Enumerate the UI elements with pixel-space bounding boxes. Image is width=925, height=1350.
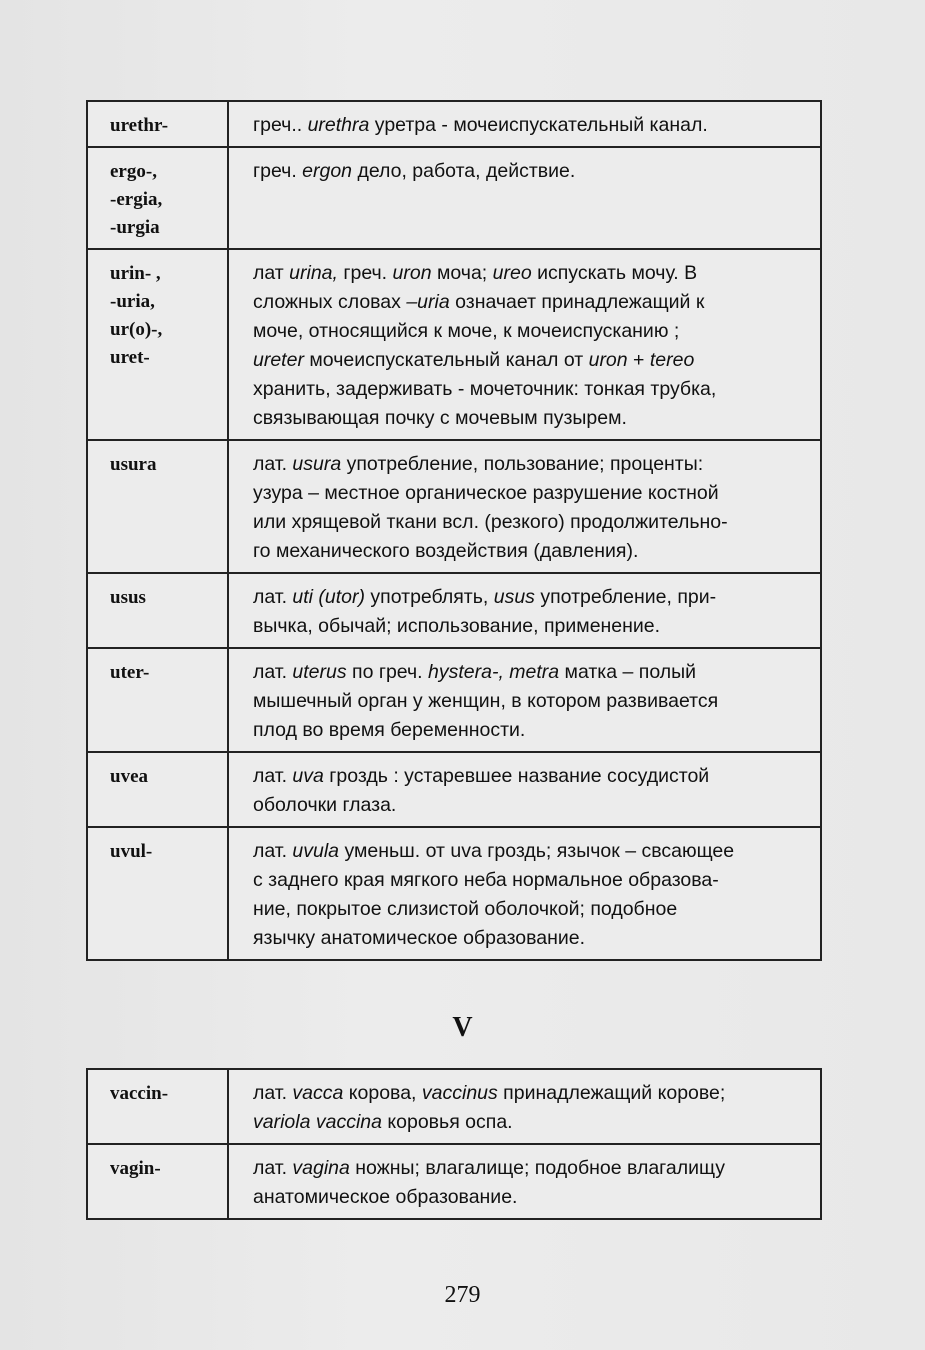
dictionary-entry-row [87,101,821,147]
definition-text: с заднего края мягкого неба нормальное образова- [253,869,719,891]
definition-text: лат. [253,661,293,683]
definition-term-italic: uron [392,262,432,284]
definition-text: употребление, при- [534,586,717,608]
definition-text: лат. [253,765,293,787]
definition-text: + [627,349,650,371]
entry-definition-line [253,837,810,866]
entry-definition-cell [228,249,821,440]
entry-term-cell [87,1144,228,1219]
definition-text: моче, относящийся к моче, к мочеиспусканию ; [253,320,680,342]
entry-term-cell [87,440,228,573]
definition-text: лат. [253,1157,293,1179]
definition-term-italic: urina, [289,262,338,284]
definition-text: по греч. [346,661,428,683]
entry-term-cell [87,648,228,752]
entry-term: uvea [110,766,148,787]
page-number: 279 [444,1282,481,1308]
entry-definition-line [253,259,810,288]
definition-term-italic: ureter [253,349,304,371]
dictionary-entry-row [87,1069,821,1144]
entry-definition-line [253,791,810,820]
entry-term: ur(o)-, [110,319,163,340]
definition-term-italic: hystera-, [428,661,504,683]
dictionary-entry-row [87,1144,821,1219]
entry-definition-line [253,375,810,404]
definition-text: гроздь : устаревшее название сосудистой [323,765,710,787]
entry-definition-line [253,762,810,791]
definition-text: язычку анатомическое образование. [253,927,586,949]
definition-text: коровья оспа. [381,1111,513,1133]
definition-text: уретра - мочеиспускательный канал. [369,114,708,136]
definition-term-italic: ureo [492,262,532,284]
definition-text: употребление, пользование; проценты: [341,453,704,475]
definition-term-italic: uron [588,349,628,371]
definition-text: моча; [431,262,493,284]
definition-text: го механического воздействия (давления). [253,540,639,562]
definition-text: означает принадлежащий к [449,291,705,313]
entry-term: usus [110,587,146,608]
entry-definition-line [253,479,810,508]
entry-term: -uria, [110,291,155,312]
entry-definition-cell [228,827,821,960]
definition-text: мышечный орган у женщин, в котором развивается [253,690,719,712]
entry-term: uvul- [110,841,153,862]
entry-definition-line [253,687,810,716]
definition-term-italic: variola vaccina [253,1111,382,1133]
definition-text: оболочки глаза. [253,794,397,816]
definition-text: связывающая почку с мочевым пузырем. [253,407,627,429]
entry-definition-line [253,716,810,745]
definition-text: греч. [253,160,303,182]
definition-text: лат [253,262,290,284]
entry-definition-line [253,1183,810,1212]
definition-text: мочеиспускательный канал от [303,349,589,371]
definition-term-italic: usura [292,453,342,475]
dictionary-entry-row [87,752,821,827]
definition-text: или хрящевой ткани всл. (резкого) продолжительно- [253,511,728,533]
definition-term-italic: urethra [307,114,370,136]
dictionary-entry-row [87,249,821,440]
entry-term: uter- [110,662,150,683]
entry-definition-cell [228,1144,821,1219]
entry-definition-line [253,111,810,140]
dictionary-table-u-body [87,101,821,960]
entry-term: vagin- [110,1158,161,1179]
definition-text: анатомическое образование. [253,1186,518,1208]
entry-term: -ergia, [110,189,163,210]
definition-term-italic: ergon [302,160,353,182]
dictionary-entry-row [87,573,821,648]
entry-term: urethr- [110,115,169,136]
definition-term-italic: vaccinus [421,1082,498,1104]
entry-term-cell [87,249,228,440]
entry-term: -urgia [110,217,160,238]
entry-definition-line [253,866,810,895]
definition-text: греч.. [253,114,308,136]
entry-definition-line [253,612,810,641]
entry-definition-line [253,1079,810,1108]
definition-term-italic: uvula [292,840,340,862]
entry-definition-cell [228,573,821,648]
definition-text: испускать мочу. В [531,262,698,284]
definition-text: употреблять, [365,586,494,608]
entry-definition-cell [228,440,821,573]
entry-definition-line [253,1154,810,1183]
entry-definition-line [253,924,810,953]
dictionary-table-v [86,1068,822,1220]
dictionary-table-u [86,100,822,961]
entry-definition-line [253,895,810,924]
definition-text: матка – полый [559,661,697,683]
definition-text: ножны; влагалище; подобное влагалищу [349,1157,725,1179]
entry-definition-line [253,583,810,612]
entry-definition-line [253,508,810,537]
definition-term-italic: uva [292,765,324,787]
dictionary-entry-row [87,827,821,960]
entry-definition-cell [228,1069,821,1144]
definition-text: ние, покрытое слизистой оболочкой; подобное [253,898,678,920]
entry-term-cell [87,147,228,249]
entry-definition-cell [228,101,821,147]
entry-definition-line [253,450,810,479]
definition-term-italic: vacca [292,1082,344,1104]
definition-text: лат. [253,840,293,862]
entry-definition-cell [228,648,821,752]
entry-definition-line [253,346,810,375]
definition-text: принадлежащий корове; [497,1082,726,1104]
definition-text: вычка, обычай; использование, применение. [253,615,661,637]
entry-definition-line [253,317,810,346]
definition-text: корова, [343,1082,422,1104]
entry-term: vaccin- [110,1083,169,1104]
entry-definition-cell [228,147,821,249]
entry-definition-line [253,1108,810,1137]
definition-text: лат. [253,586,293,608]
entry-definition-line [253,288,810,317]
definition-text: лат. [253,453,293,475]
definition-term-italic: uti (utor) [292,586,366,608]
definition-term-italic: metra [509,661,560,683]
dictionary-entry-row [87,147,821,249]
section-letter-heading: V [452,1012,473,1043]
entry-term-cell [87,752,228,827]
definition-term-italic: uterus [292,661,347,683]
definition-text: уменьш. от uva гроздь; язычок – свсающее [339,840,735,862]
entry-term-cell [87,827,228,960]
definition-term-italic: –uria [406,291,450,313]
definition-text: плод во время беременности. [253,719,526,741]
definition-text: узура – местное органическое разрушение костной [253,482,719,504]
entry-definition-line [253,537,810,566]
entry-definition-line [253,404,810,433]
definition-term-italic: vagina [292,1157,350,1179]
entry-term: uret- [110,347,150,368]
entry-term: urin- , [110,263,161,284]
entry-definition-cell [228,752,821,827]
definition-term-italic: tereo [649,349,695,371]
dictionary-entry-row [87,648,821,752]
definition-text: дело, работа, действие. [352,160,576,182]
entry-term-cell [87,101,228,147]
definition-text: хранить, задерживать - мочеточник: тонкая трубка, [253,378,717,400]
definition-text: греч. [337,262,393,284]
definition-text: сложных словах [253,291,407,313]
dictionary-entry-row [87,440,821,573]
entry-term: ergo-, [110,161,157,182]
definition-text: лат. [253,1082,293,1104]
definition-term-italic: usus [493,586,535,608]
entry-definition-line [253,157,810,186]
entry-term: usura [110,454,157,475]
entry-term-cell [87,1069,228,1144]
entry-definition-line [253,658,810,687]
dictionary-table-v-body [87,1069,821,1219]
entry-term-cell [87,573,228,648]
